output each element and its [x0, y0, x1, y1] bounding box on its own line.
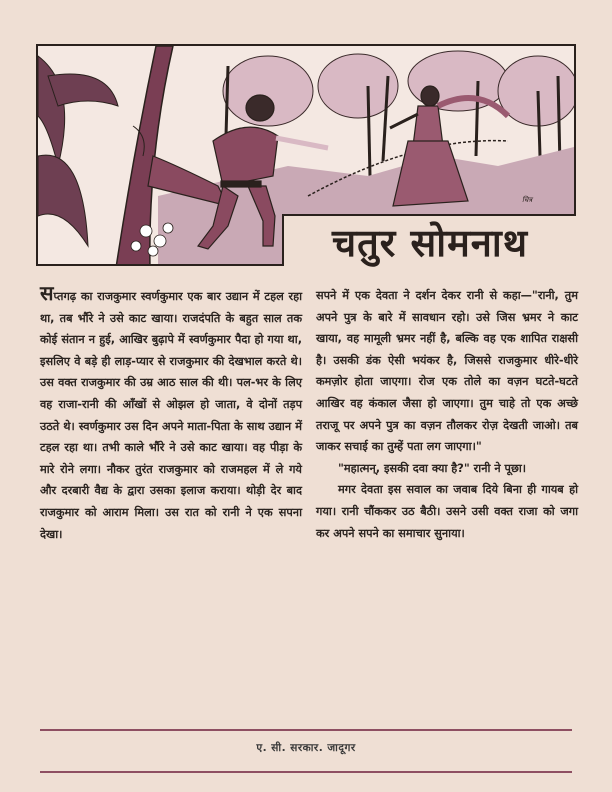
left-paragraph [40, 281, 302, 545]
drop-cap: स [40, 281, 54, 305]
artist-signature: चित्र [522, 196, 533, 204]
right-paragraph-2: "महात्मन्, इसकी दवा क्या है?" रानी ने पूछा। [338, 461, 527, 475]
footer-divider-top [40, 729, 572, 731]
story-title: चतुर सोमनाथ [331, 221, 529, 265]
left-column [40, 281, 302, 545]
right-paragraph-3: मगर देवता इस सवाल का जवाब दिये बिना ही गायब हो गया। रानी चौंककर उठ बैठी। उसने उसी वक्त राजा को जगा कर अपने सपने का समाचार सुनाया। [316, 483, 578, 540]
right-paragraph-1: सपने में एक देवता ने दर्शन देकर रानी से कहा—"रानी, तुम अपने पुत्र के बारे में सावधान रहो। उसे जिस भ्रमर ने काट खाया, वह मामूली भ्रमर नहीं है, बल्कि वह एक शापित राक्षसी है। उसकी डंक ऐसी भयंकर है, जिससे राजकुमार धीरे-धीरे कमज़ोर होता जाएगा। रोज एक तोले का वज़न घटते-घटते आखिर वह कंकाल जैसा हो जाएगा। तुम चाहे तो एक अच्छे तराजू पर अपने पुत्र का वज़न तौलकर रोज़ देखती जाओ। तब जाकर सचाई का तुम्हें पता लग जाएगा।" [316, 289, 578, 454]
footer-divider-bottom [40, 771, 572, 773]
right-column [316, 285, 578, 544]
left-paragraph-text: प्तगढ़ का राजकुमार स्वर्णकुमार एक बार उद्यान में टहल रहा था, तब भौंरे ने उसे काट खाया। राजदंपति के बहुत साल तक कोई संतान न हुई, आखिर बुढ़ापे में स्वर्णकुमार पैदा हो गया था, इसलिए वे बड़े ही लाड़-प्यार से राजकुमार की देखभाल करते थे। उस वक्त राजकुमार की उम्र आठ साल की थी। पल-भर के लिए वह राजा-रानी की आँखों से ओझल हो जाता, वे दोनों तड़प उठते थे। स्वर्णकुमार उस दिन अपने माता-पिता के साथ उद्यान में टहल रहा था। तभी काले भौंरे ने उसे काट खाया। वह पीड़ा के मारे रोने लगा। नौकर तुरंत राजकुमार को राजमहल में ले गये और दरबारी वैद्य के द्वारा उसका इलाज कराया। थोड़ी देर बाद राजकुमार को आराम मिला। उस रात को रानी ने एक सपना देखा। [40, 290, 302, 541]
footer-credit: ए. सी. सरकार. जादूगर [256, 742, 356, 754]
title-box [282, 214, 576, 266]
